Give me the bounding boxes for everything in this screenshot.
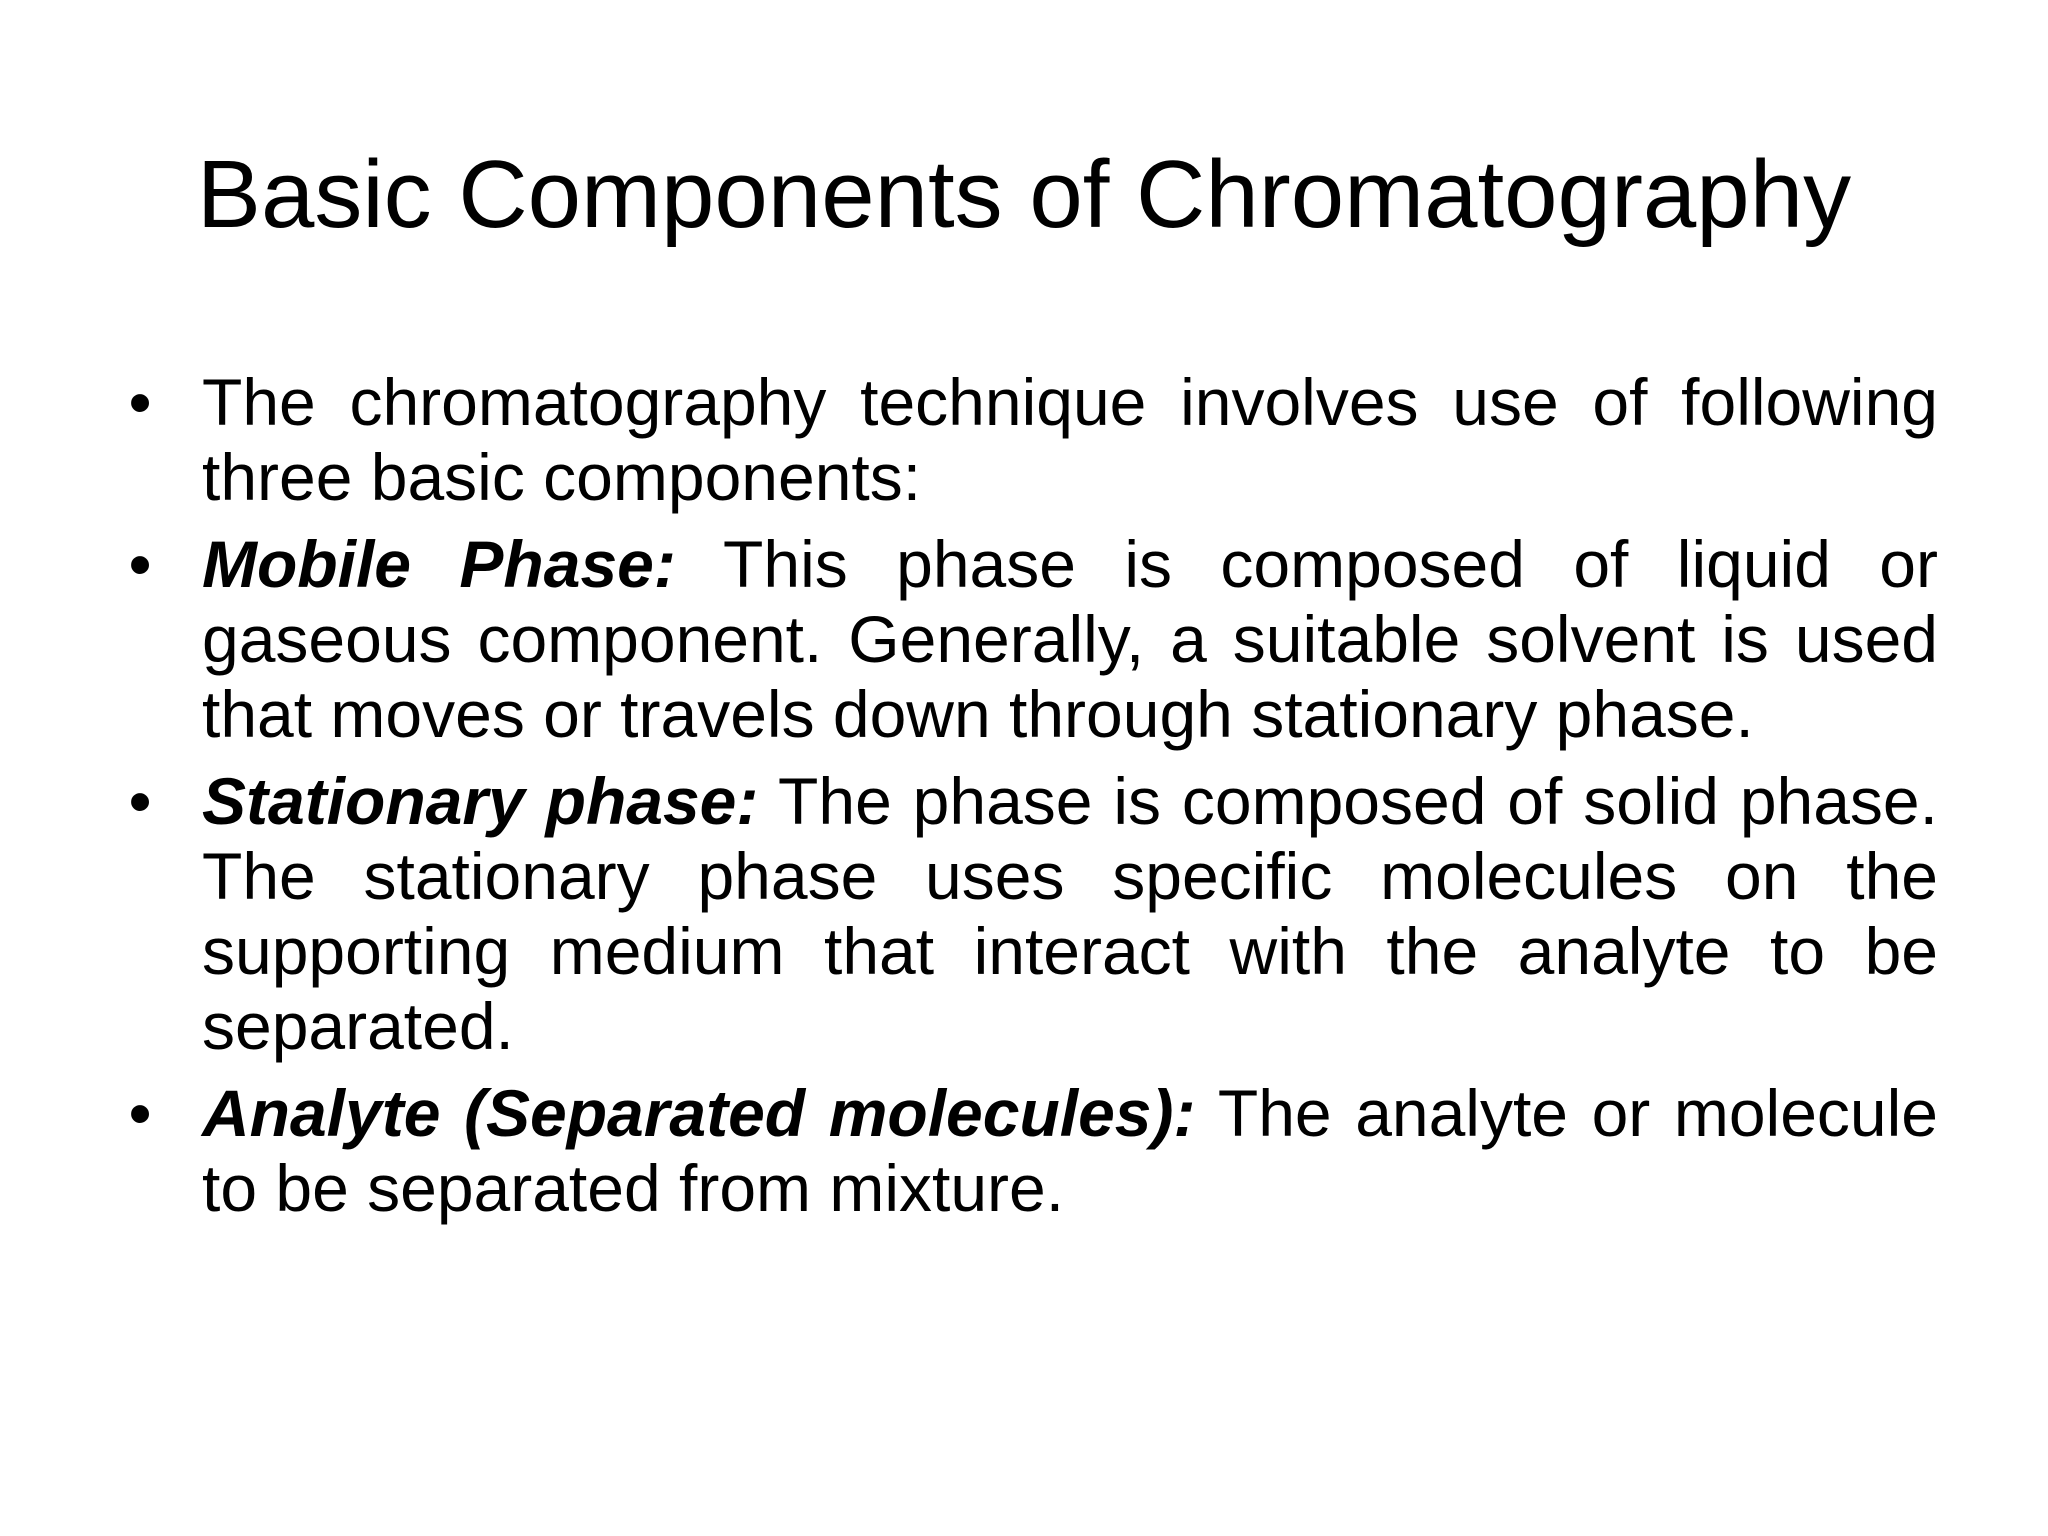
- bullet-term: Analyte (Separated molecules):: [202, 1076, 1196, 1150]
- bullet-text: The chromatography technique involves use of following three basic components:: [202, 365, 1938, 514]
- bullet-intro: [120, 365, 1938, 515]
- bullet-text: This phase is composed of liquid or gaseous component. Generally, a suitable solvent is used that moves or travels down through stationary phase.: [202, 527, 1938, 751]
- bullet-term: Stationary phase:: [202, 764, 759, 838]
- bullet-dot-icon: •: [128, 527, 152, 601]
- bullet-analyte: [120, 1076, 1938, 1226]
- bullet-dot-icon: •: [128, 365, 152, 439]
- bullet-text: The phase is composed of solid phase. The stationary phase uses specific molecules on the supporting medium that interact with the analyte to be separated.: [202, 764, 1938, 1063]
- bullet-term: Mobile Phase:: [202, 527, 676, 601]
- slide-title: Basic Components of Chromatography: [196, 141, 1852, 248]
- bullet-list: [120, 365, 1938, 1238]
- bullet-mobile-phase: [120, 527, 1938, 752]
- bullet-stationary-phase: [120, 764, 1938, 1064]
- bullet-text: The analyte or molecule to be separated from mixture.: [202, 1076, 1938, 1225]
- bullet-dot-icon: •: [128, 764, 152, 838]
- bullet-dot-icon: •: [128, 1076, 152, 1150]
